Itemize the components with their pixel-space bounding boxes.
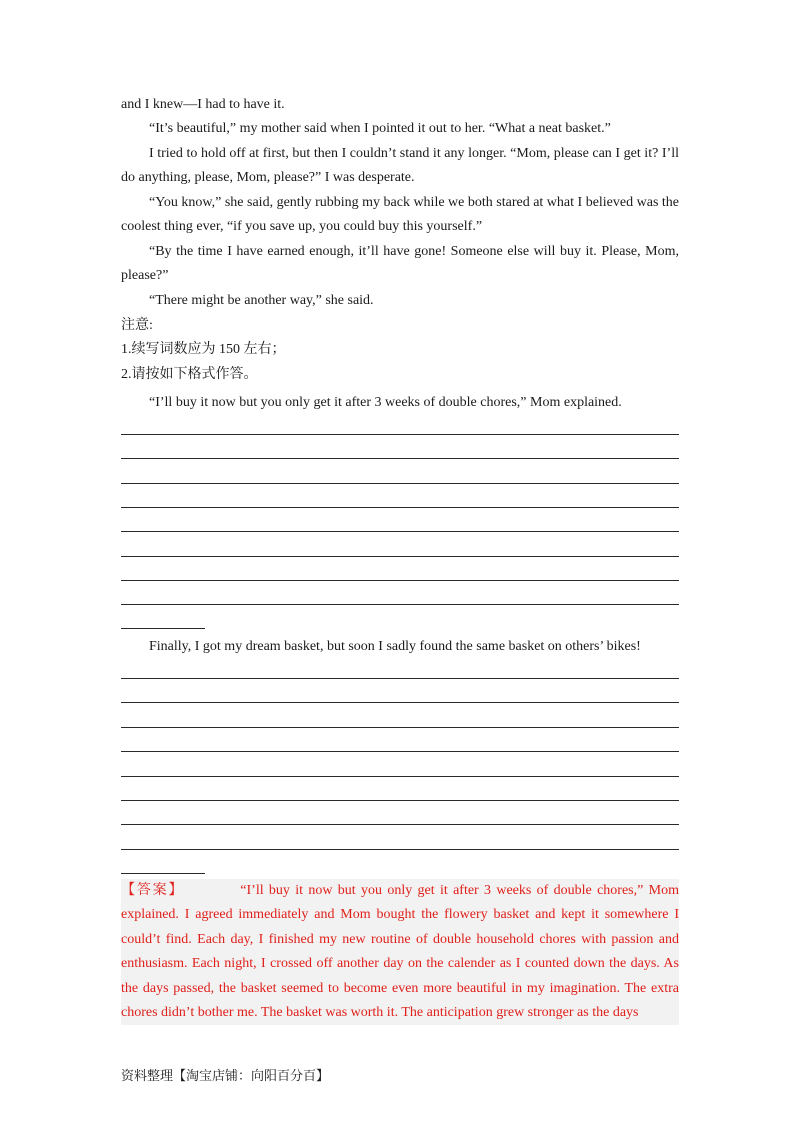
writing-line xyxy=(121,531,679,532)
writing-line xyxy=(121,727,679,728)
story-paragraph-3: I tried to hold off at first, but then I couldn’t stand it any longer. “Mom, please can I get it? I’ll do anything, please, Mom, please?” I was desperate. xyxy=(121,146,679,186)
writing-line xyxy=(121,604,679,605)
section-1-starter: “I’ll buy it now but you only get it after 3 weeks of double chores,” Mom explained. xyxy=(149,395,622,410)
writing-line xyxy=(121,776,679,777)
story-paragraph-2: “It’s beautiful,” my mother said when I pointed it out to her. “What a neat basket.” xyxy=(149,121,611,136)
footer-source: 资料整理【淘宝店铺：向阳百分百】 xyxy=(121,1069,330,1084)
writing-line xyxy=(121,800,679,801)
writing-line xyxy=(121,434,679,435)
writing-line xyxy=(121,580,679,581)
writing-line-short xyxy=(121,873,205,874)
answer-text: “I’ll buy it now but you only get it after 3 weeks of double chores,” Mom explained. I agreed immediately and Mom bought the flowery basket and kept it somewhere I could’t find. Each day, I finished my new routine of double household chores with passion and enthusiasm. Each night, I crossed off another day on the calender as I counted down the days. As the days passed, the basket seemed to become even more beautiful in my imagination. The extra chores didn’t bother me. The basket was worth it. The anticipation grew stronger as the days xyxy=(121,883,679,1021)
notes-item-1: 1.续写词数应为 150 左右； xyxy=(121,342,286,357)
story-paragraph-6: “There might be another way,” she said. xyxy=(149,293,374,308)
section-2-starter: Finally, I got my dream basket, but soon I sadly found the same basket on others’ bikes! xyxy=(149,639,641,654)
writing-line xyxy=(121,702,679,703)
writing-line xyxy=(121,507,679,508)
writing-line xyxy=(121,458,679,459)
writing-line xyxy=(121,483,679,484)
writing-line xyxy=(121,678,679,679)
writing-line xyxy=(121,556,679,557)
answer-block xyxy=(121,879,679,1025)
writing-line xyxy=(121,849,679,850)
story-paragraph-1: and I knew—I had to have it. xyxy=(121,97,285,112)
story-paragraph-4: “You know,” she said, gently rubbing my back while we both stared at what I believed was the coolest thing ever, “if you save up, you could buy this yourself.” xyxy=(121,195,679,235)
answer-tag: 【答案】 xyxy=(121,883,185,898)
notes-heading: 注意: xyxy=(121,318,153,333)
writing-line xyxy=(121,751,679,752)
writing-line xyxy=(121,824,679,825)
story-paragraph-5: “By the time I have earned enough, it’ll have gone! Someone else will buy it. Please, Mom, please?” xyxy=(121,244,679,284)
notes-item-2: 2.请按如下格式作答。 xyxy=(121,367,258,382)
writing-line-short xyxy=(121,628,205,629)
